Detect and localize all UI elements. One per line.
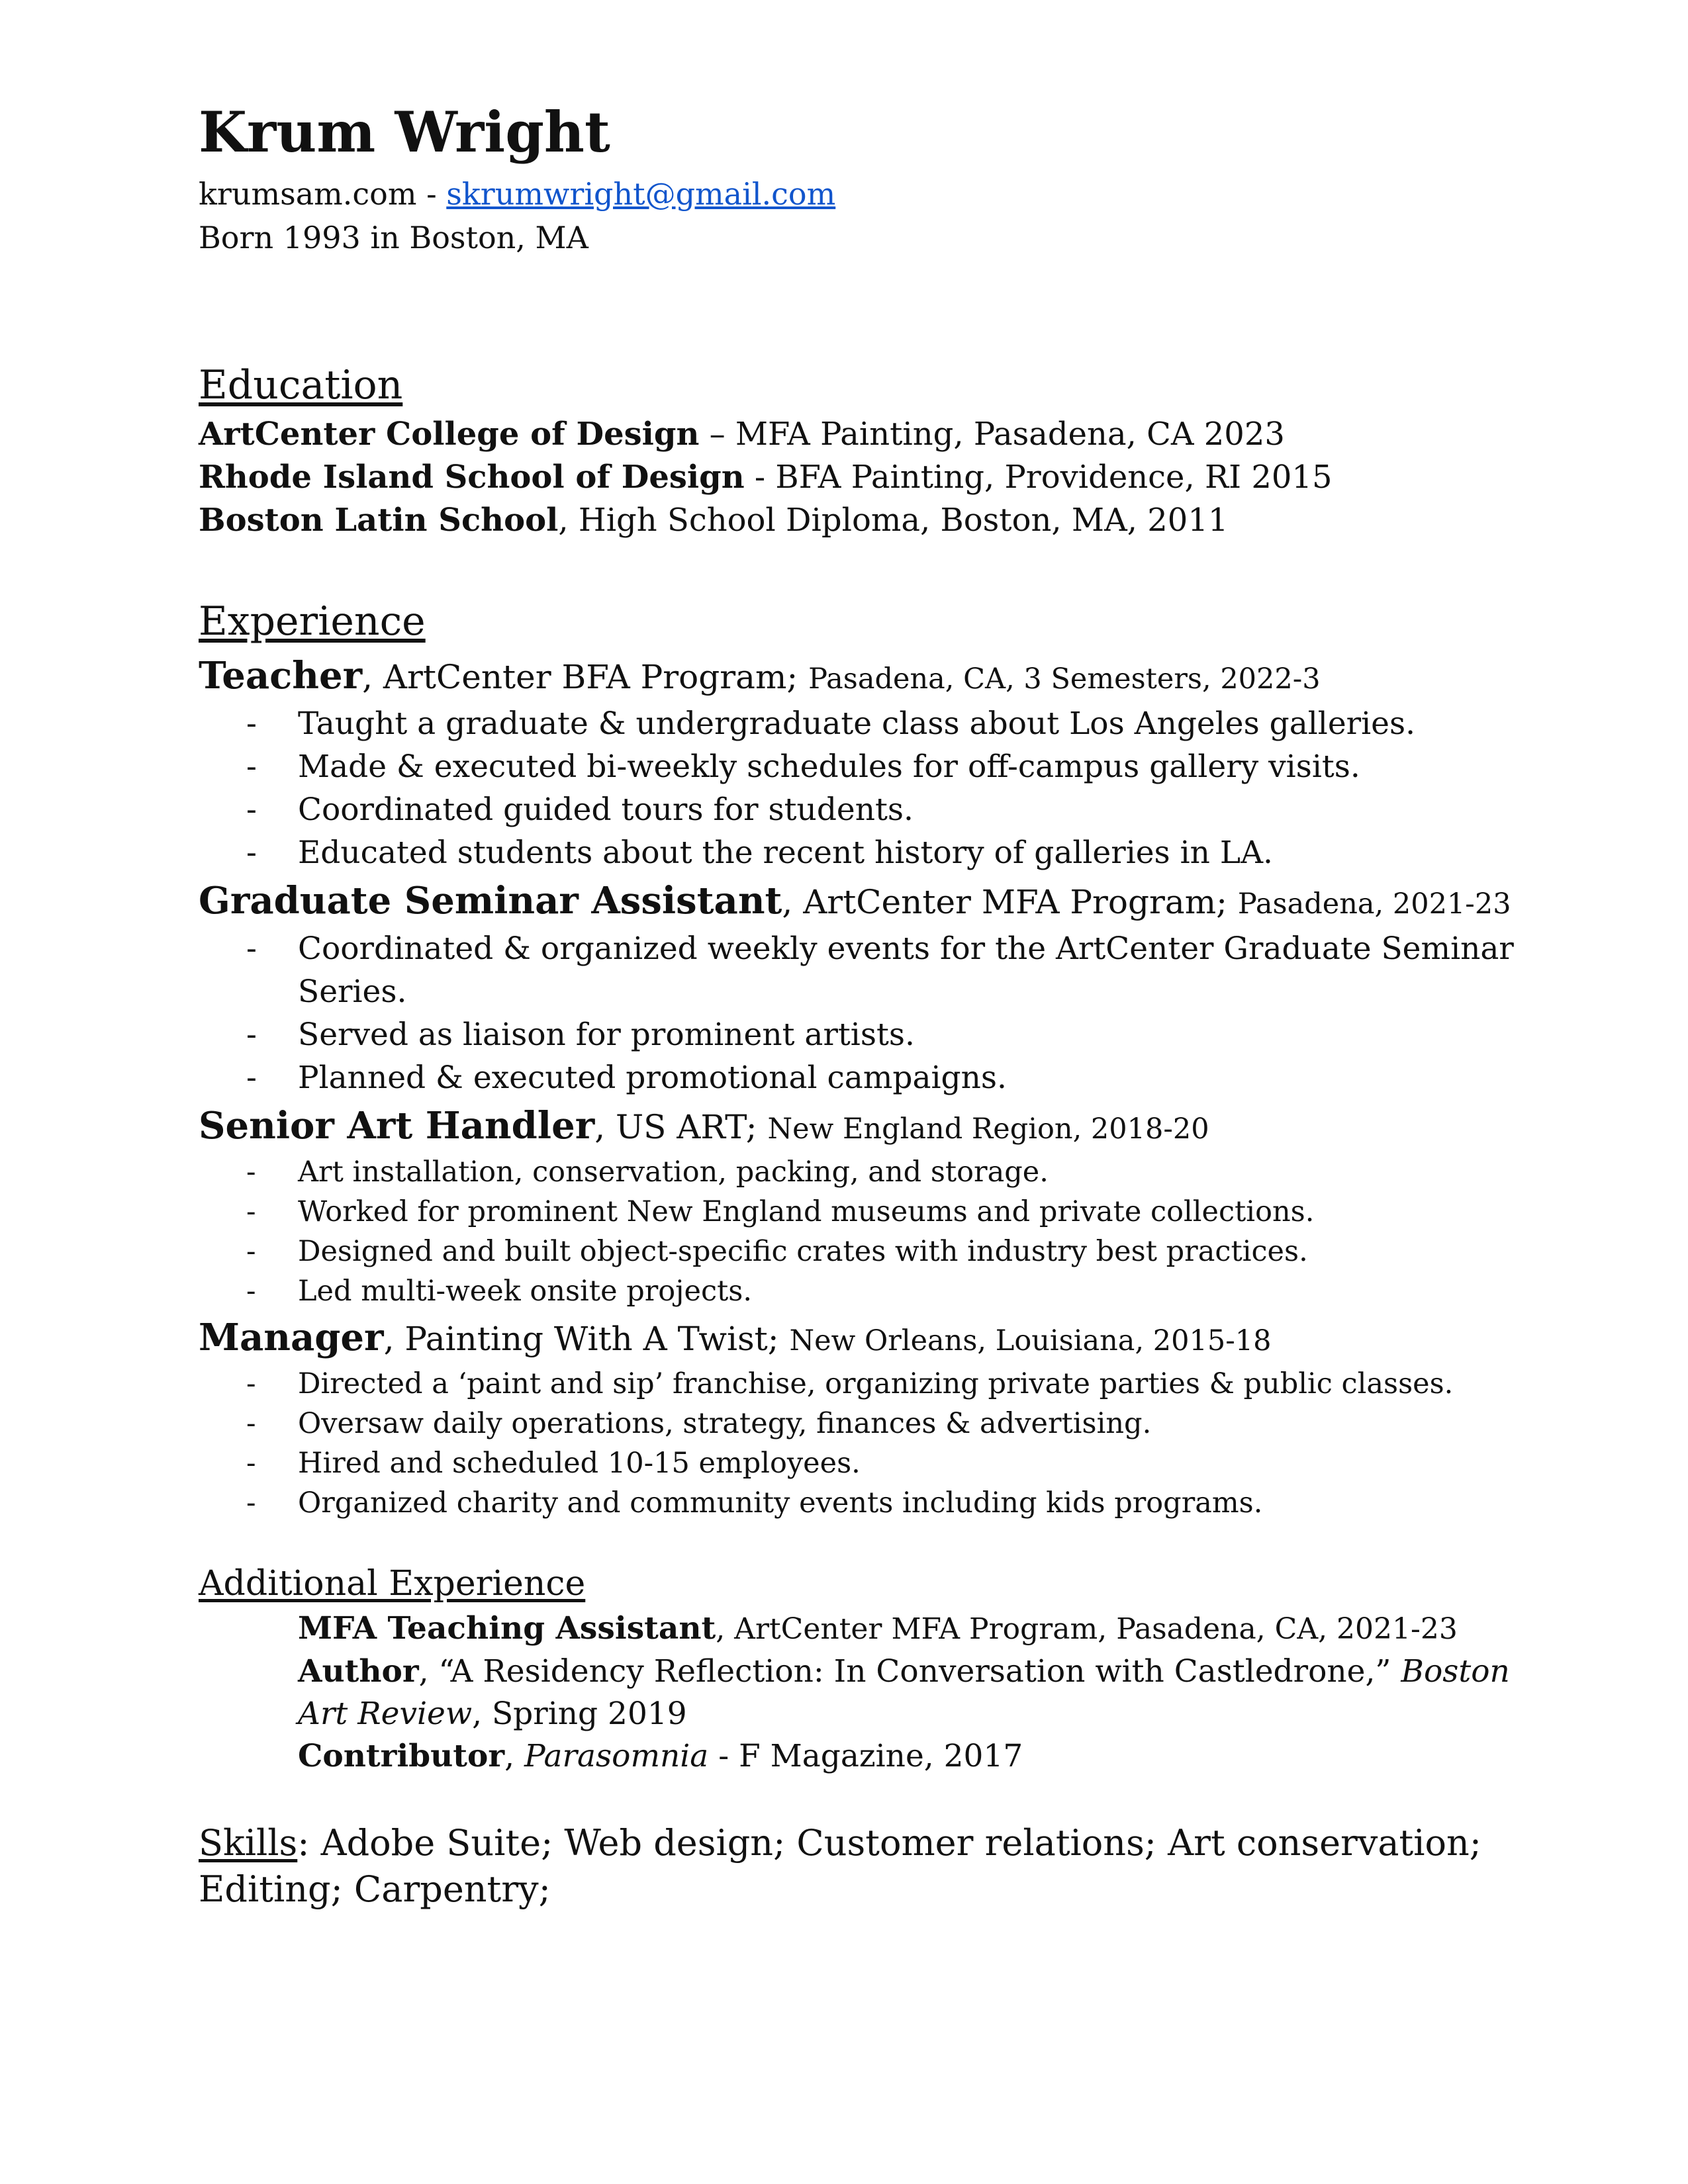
list-item: [199, 1443, 1496, 1483]
job-bullets: [199, 1364, 1496, 1523]
bullet-text: Taught a graduate & undergraduate class about Los Angeles galleries.: [298, 705, 1416, 742]
list-item: [199, 1232, 1496, 1271]
additional-entry: [199, 1651, 1516, 1735]
email-link[interactable]: skrumwright@gmail.com: [446, 176, 836, 212]
job-title: Teacher: [199, 654, 363, 698]
job-location: Pasadena, 2021-23: [1237, 887, 1511, 921]
additional-role: Author: [298, 1653, 419, 1690]
education-heading: Education: [199, 362, 403, 408]
bullet-text: Worked for prominent New England museums and private collections.: [298, 1195, 1315, 1228]
job-org: , ArtCenter MFA Program;: [782, 883, 1238, 921]
education-entry: [199, 499, 1496, 542]
additional-separator: ,: [504, 1738, 524, 1774]
skills-line: [199, 1820, 1496, 1913]
additional-experience-heading: Additional Experience: [199, 1564, 586, 1604]
job-location: Pasadena, CA, 3 Semesters, 2022-3: [808, 662, 1321, 696]
resume-name: Krum Wright: [199, 99, 610, 165]
school-name: ArtCenter College of Design: [199, 416, 700, 453]
bullet-dash: -: [246, 1486, 256, 1520]
job-header: [199, 1099, 1496, 1152]
bullet-text: Educated students about the recent history of galleries in LA.: [298, 835, 1273, 871]
additional-detail: , ArtCenter MFA Program, Pasadena, CA, 2021-23: [716, 1612, 1458, 1646]
job-location: New England Region, 2018-20: [767, 1113, 1209, 1146]
bullet-text: Organized charity and community events including kids programs.: [298, 1486, 1263, 1520]
school-name: Boston Latin School: [199, 502, 559, 539]
list-item: [199, 831, 1496, 874]
bullet-dash: -: [246, 1407, 256, 1440]
job-bullets: [199, 702, 1496, 874]
bullet-dash: -: [246, 1060, 257, 1096]
list-item: [199, 1152, 1496, 1192]
list-item: [199, 745, 1496, 788]
bullet-dash: -: [246, 1017, 257, 1053]
publication-title: Boston Art Review: [298, 1653, 1510, 1732]
bullet-dash: -: [246, 1156, 256, 1189]
additional-tail: - F Magazine, 2017: [708, 1738, 1023, 1774]
job-title: Manager: [199, 1316, 384, 1359]
bullet-dash: -: [246, 749, 257, 785]
job-title: Graduate Seminar Assistant: [199, 879, 782, 923]
bullet-text: Coordinated guided tours for students.: [298, 792, 914, 828]
bullet-dash: -: [246, 1275, 256, 1308]
additional-role: MFA Teaching Assistant: [298, 1610, 716, 1647]
job-header: [199, 874, 1511, 927]
job-org: , ArtCenter BFA Program;: [362, 658, 809, 696]
bullet-dash: -: [246, 705, 257, 742]
experience-heading: Experience: [199, 598, 426, 645]
work-title: Parasomnia: [524, 1738, 709, 1774]
job-location: New Orleans, Louisiana, 2015-18: [789, 1324, 1272, 1357]
additional-role: Contributor: [298, 1738, 505, 1774]
bullet-dash: -: [246, 1367, 256, 1400]
school-detail: - BFA Painting, Providence, RI 2015: [744, 459, 1333, 496]
skills-label: Skills: [199, 1822, 298, 1864]
additional-detail: , “A Residency Reflection: In Conversation with Castledrone,”: [418, 1653, 1401, 1690]
additional-tail: , Spring 2019: [472, 1696, 687, 1732]
bullet-dash: -: [246, 931, 257, 967]
list-item: [199, 1192, 1496, 1232]
skills-text: : Adobe Suite; Web design; Customer relations; Art conservation; Editing; Carpentry;: [199, 1822, 1481, 1910]
contact-separator: -: [416, 176, 447, 212]
bullet-dash: -: [246, 792, 257, 828]
list-item: [199, 927, 1516, 1013]
additional-entry: [199, 1608, 1516, 1651]
list-item: [199, 1364, 1496, 1404]
job-bullets: [199, 1152, 1496, 1311]
list-item: [199, 702, 1496, 745]
contact-line: [199, 172, 1496, 216]
job-title: Senior Art Handler: [199, 1104, 595, 1148]
job-bullets: [199, 927, 1514, 1099]
job-org: , US ART;: [594, 1108, 768, 1146]
bullet-text: Designed and built object-specific crates with industry best practices.: [298, 1235, 1308, 1268]
resume-content: [199, 93, 1514, 1913]
education-entry: [199, 456, 1496, 499]
birth-info: Born 1993 in Boston, MA: [199, 220, 588, 255]
bullet-text: Art installation, conservation, packing, and storage.: [298, 1156, 1049, 1189]
bullet-text: Coordinated & organized weekly events for the ArtCenter Graduate Seminar Series.: [298, 931, 1514, 1010]
list-item: [199, 1483, 1496, 1523]
school-name: Rhode Island School of Design: [199, 459, 745, 496]
education-entry: [199, 413, 1496, 456]
bullet-text: Made & executed bi-weekly schedules for off-campus gallery visits.: [298, 749, 1360, 785]
bullet-text: Planned & executed promotional campaigns.: [298, 1060, 1007, 1096]
bullet-text: Directed a ‘paint and sip’ franchise, organizing private parties & public classes.: [298, 1367, 1454, 1400]
school-detail: – MFA Painting, Pasadena, CA 2023: [699, 416, 1285, 453]
bullet-dash: -: [246, 1195, 256, 1228]
list-item: [199, 1271, 1496, 1311]
bullet-dash: -: [246, 1447, 256, 1480]
list-item: [199, 1013, 1496, 1056]
job-header: [199, 1311, 1496, 1364]
bullet-text: Led multi-week onsite projects.: [298, 1275, 753, 1308]
bullet-text: Hired and scheduled 10-15 employees.: [298, 1447, 861, 1480]
bullet-dash: -: [246, 835, 257, 871]
list-item: [199, 788, 1496, 831]
list-item: [199, 1404, 1496, 1443]
job-header: [199, 649, 1496, 702]
bullet-text: Oversaw daily operations, strategy, finances & advertising.: [298, 1407, 1152, 1440]
school-detail: , High School Diploma, Boston, MA, 2011: [558, 502, 1229, 539]
list-item: [199, 1056, 1496, 1099]
website-text: krumsam.com: [199, 176, 417, 212]
job-org: , Painting With A Twist;: [383, 1320, 790, 1358]
bullet-text: Served as liaison for prominent artists.: [298, 1017, 915, 1053]
additional-entry: [199, 1735, 1516, 1778]
bullet-dash: -: [246, 1235, 256, 1268]
